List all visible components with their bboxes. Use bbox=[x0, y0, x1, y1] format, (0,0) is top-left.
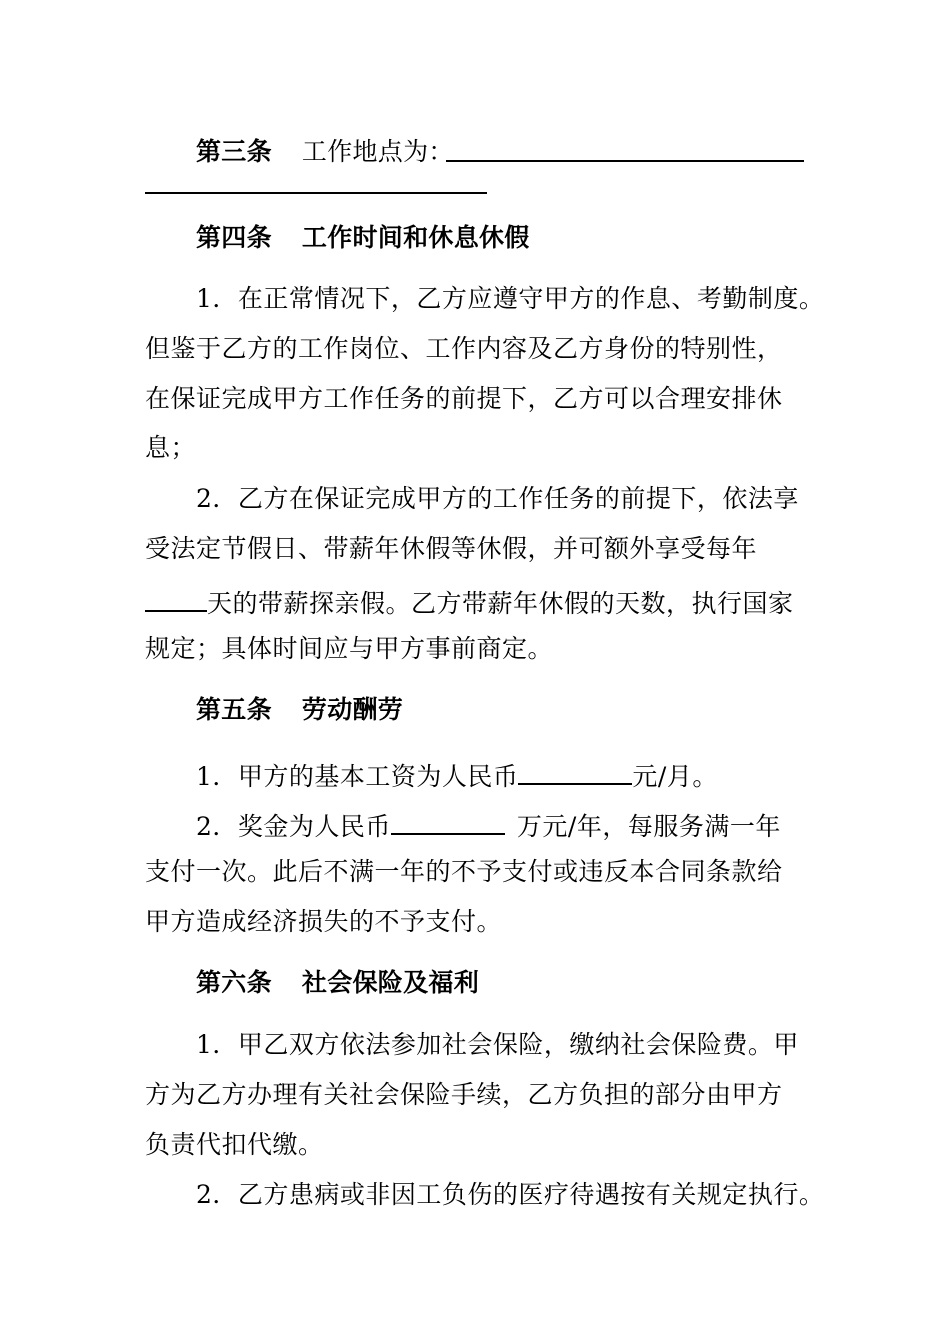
leave-days-blank bbox=[145, 584, 207, 612]
article-3-number: 第三条 bbox=[196, 137, 272, 166]
article-6-p2-line1: 2．乙方患病或非因工负伤的医疗待遇按有关规定执行。 bbox=[196, 1180, 825, 1209]
article-4-p1-line4: 息； bbox=[145, 433, 197, 462]
article-4-heading bbox=[196, 223, 530, 253]
article-4-p1-line3: 在保证完成甲方工作任务的前提下，乙方可以合理安排休 bbox=[145, 384, 783, 413]
article-6-p1-line2: 方为乙方办理有关社会保险手续，乙方负担的部分由甲方 bbox=[145, 1080, 783, 1109]
article-6-p1-line3: 负责代扣代缴。 bbox=[145, 1130, 324, 1159]
article-6-heading bbox=[196, 968, 479, 998]
article-5-p2-text-a: 2．奖金为人民币 bbox=[196, 812, 391, 841]
article-4-p2-line4: 规定；具体时间应与甲方事前商定。 bbox=[145, 634, 554, 663]
article-6-title: 社会保险及福利 bbox=[301, 968, 480, 997]
article-4-p2-line2: 受法定节假日、带薪年休假等休假，并可额外享受每年 bbox=[145, 534, 758, 563]
article-5-p1 bbox=[196, 757, 718, 792]
article-4-p1-line1: 1．在正常情况下，乙方应遵守甲方的作息、考勤制度。 bbox=[196, 284, 825, 313]
article-5-p1-text-a: 1．甲方的基本工资为人民币 bbox=[196, 762, 519, 791]
article-4-number: 第四条 bbox=[196, 223, 272, 252]
article-5-p1-text-b: 元/月。 bbox=[632, 762, 718, 791]
article-5-p2-line1 bbox=[196, 807, 781, 842]
bonus-amount-blank bbox=[391, 807, 505, 835]
article-4-p2-line3 bbox=[145, 584, 794, 619]
article-4-p2-line1: 2．乙方在保证完成甲方的工作任务的前提下，依法享 bbox=[196, 484, 799, 513]
article-5-heading bbox=[196, 695, 403, 725]
article-4-p1-line2: 但鉴于乙方的工作岗位、工作内容及乙方身份的特别性， bbox=[145, 334, 783, 363]
base-salary-blank bbox=[518, 757, 632, 785]
article-5-p2-line2: 支付一次。此后不满一年的不予支付或违反本合同条款给 bbox=[145, 857, 783, 886]
article-3-title: 工作地点为： bbox=[301, 137, 454, 166]
article-4-title: 工作时间和休息休假 bbox=[301, 223, 530, 252]
article-6-number: 第六条 bbox=[196, 968, 272, 997]
article-4-p2-line3-text: 天的带薪探亲假。乙方带薪年休假的天数，执行国家 bbox=[207, 589, 794, 618]
article-5-p2-line3: 甲方造成经济损失的不予支付。 bbox=[145, 907, 503, 936]
article-3-heading bbox=[196, 137, 454, 167]
workplace-blank-line-2 bbox=[145, 192, 487, 194]
article-5-title: 劳动酬劳 bbox=[301, 695, 404, 724]
article-5-p2-text-b: 万元/年，每服务满一年 bbox=[516, 812, 781, 841]
article-6-p1-line1: 1．甲乙双方依法参加社会保险，缴纳社会保险费。甲 bbox=[196, 1030, 799, 1059]
workplace-blank-line-1 bbox=[446, 160, 804, 162]
article-5-number: 第五条 bbox=[196, 695, 272, 724]
